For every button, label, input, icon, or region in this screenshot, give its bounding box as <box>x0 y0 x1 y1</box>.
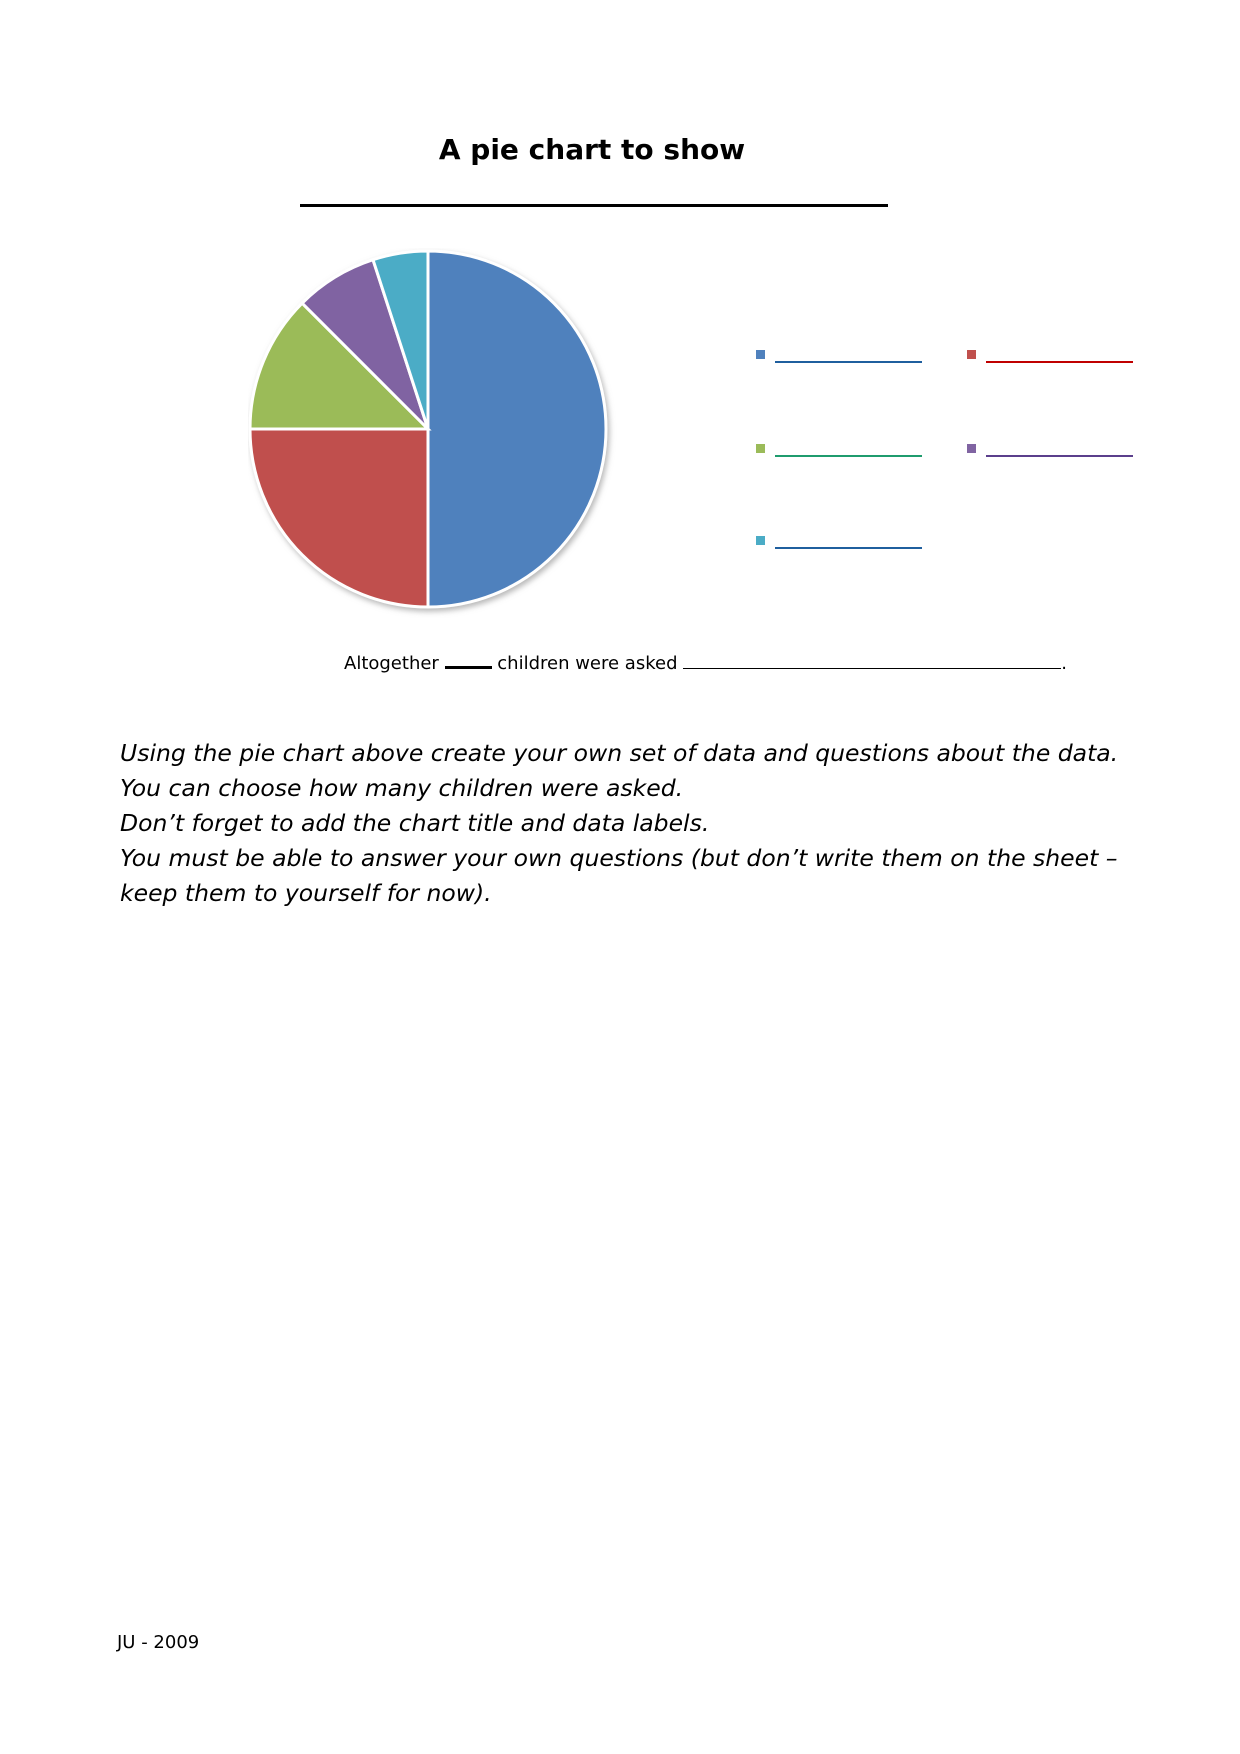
children-count-blank[interactable] <box>445 648 492 669</box>
legend-swatch <box>756 350 765 359</box>
legend-label-blank[interactable] <box>775 361 922 363</box>
title-answer-line <box>300 204 888 207</box>
legend-item-5 <box>756 533 956 553</box>
pie-slice-1 <box>428 251 606 607</box>
legend-label-blank[interactable] <box>775 547 922 549</box>
legend-item-2 <box>967 347 1167 367</box>
legend-item-4 <box>967 441 1167 461</box>
legend-label-blank[interactable] <box>986 455 1133 457</box>
pie-slice-2 <box>250 429 428 607</box>
legend-label-blank[interactable] <box>986 361 1133 363</box>
footer: JU - 2009 <box>117 1632 200 1653</box>
chart-title: A pie chart to show <box>438 133 746 166</box>
pie-chart <box>248 248 618 618</box>
legend-swatch <box>756 536 765 545</box>
instruction-line: keep them to yourself for now). <box>120 879 492 907</box>
legend-swatch <box>967 444 976 453</box>
sentence-prefix: Altogether <box>344 653 445 674</box>
instructions <box>120 736 1120 911</box>
legend-swatch <box>756 444 765 453</box>
legend-label-blank[interactable] <box>775 455 922 457</box>
question-blank[interactable] <box>683 650 1061 669</box>
legend-item-3 <box>756 441 956 461</box>
sentence-suffix: . <box>1061 653 1067 674</box>
instruction-line: You can choose how many children were asked. <box>120 774 684 802</box>
instruction-line: Don’t forget to add the chart title and data labels. <box>120 809 710 837</box>
instruction-line: Using the pie chart above create your own set of data and questions about the data. <box>120 739 1119 767</box>
legend-item-1 <box>756 347 956 367</box>
pie-chart-svg <box>248 248 618 618</box>
sentence-middle: children were asked <box>491 653 684 674</box>
legend-swatch <box>967 350 976 359</box>
sentence-line <box>344 648 1067 674</box>
instruction-line: You must be able to answer your own questions (but don’t write them on the sheet – <box>120 844 1118 872</box>
